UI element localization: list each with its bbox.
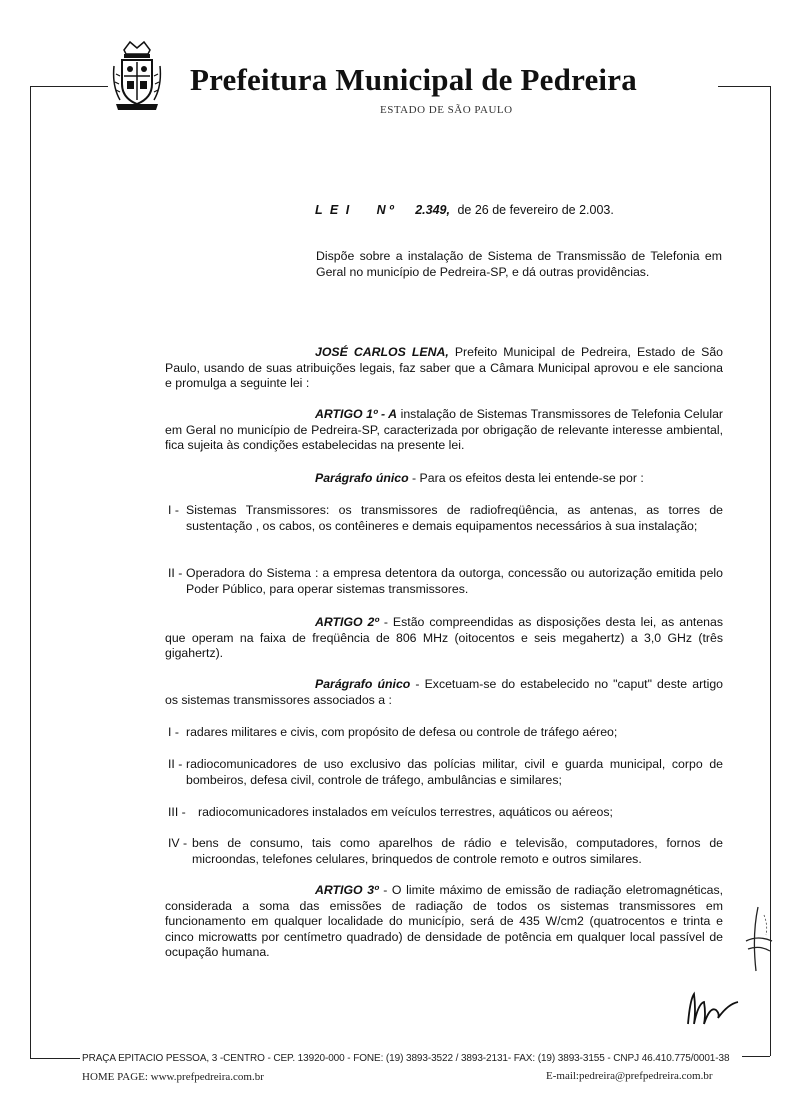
article-1-paragraph-label: Parágrafo único <box>315 471 409 485</box>
coat-of-arms-icon <box>110 40 164 112</box>
state-subtitle: ESTADO DE SÃO PAULO <box>380 104 513 116</box>
law-number: 2.349, <box>415 203 450 217</box>
article-1-text: instalação de Sistemas Transmissores de Telefonia Celular em Geral no município de Pedreira-SP, caracterizada por obrigação de relevante interesse ambiental, fica sujeita às condições estabelecidas na presente lei. <box>165 407 723 452</box>
item-text: Sistemas Transmissores: os transmissores de radiofreqüência, as antenas, as torres de sustentação , os cabos, os contêineres e demais equipamentos necessários à sua instalação; <box>186 503 723 533</box>
mayor-name: JOSÉ CARLOS LENA, <box>315 345 449 359</box>
article-2-paragraph-text: - Excetuam-se do estabelecido no "caput" deste artigo os sistemas transmissores associados a : <box>165 677 723 707</box>
article-3-label: ARTIGO 3º <box>315 883 379 897</box>
article-2-paragraph-label: Parágrafo único <box>315 677 411 691</box>
item-number: I - <box>168 503 179 517</box>
frame-left <box>30 86 31 1058</box>
article-2-label: ARTIGO 2º <box>315 615 379 629</box>
article-2-text: - Estão compreendidas as disposições desta lei, as antenas que operam na faixa de freqüência de 806 MHz (oitocentos e seis megahertz) a 3,0 GHz (três gigahertz). <box>165 615 724 660</box>
item-number: IV - <box>168 836 188 850</box>
frame-bottom-left <box>30 1058 80 1059</box>
item-text: bens de consumo, tais como aparelhos de rádio e televisão, computadores, fornos de microondas, telefones celulares, brinquedos de controle remoto e outros similares. <box>192 836 723 866</box>
item-number: III - <box>168 805 186 819</box>
item-number: I - <box>168 725 179 739</box>
footer-homepage: HOME PAGE: www.prefpedreira.com.br <box>82 1071 264 1083</box>
frame-top-left <box>30 86 108 87</box>
preamble <box>165 345 723 392</box>
article-1-item <box>168 566 723 597</box>
law-date: de 26 de fevereiro de 2.003. <box>457 203 614 217</box>
item-number: II - <box>168 566 183 580</box>
frame-bottom-right <box>742 1056 770 1057</box>
item-text: Operadora do Sistema : a empresa detentora da outorga, concessão ou autorização emitida pelo Poder Público, para operar sistemas transmissores. <box>186 566 723 596</box>
signature-initials <box>738 905 778 975</box>
frame-top-right <box>718 86 770 87</box>
ementa: Dispõe sobre a instalação de Sistema de Transmissão de Telefonia em Geral no município de Pedreira-SP, e dá outras providências. <box>316 249 722 279</box>
item-text: radares militares e civis, com propósito de defesa ou controle de tráfego aéreo; <box>186 725 618 739</box>
article-1-paragraph <box>315 471 725 487</box>
article-2-item <box>168 836 723 867</box>
article-2-item <box>168 725 723 741</box>
law-heading <box>315 203 614 217</box>
page-title: Prefeitura Municipal de Pedreira <box>190 62 637 97</box>
article-1 <box>165 407 723 454</box>
item-text: radiocomunicadores de uso exclusivo das polícias militar, civil e guarda municipal, corpo de bombeiros, defesa civil, controle de tráfego, ambulâncias e similares; <box>186 757 723 787</box>
article-2 <box>165 615 723 662</box>
preamble-text: Prefeito Municipal de Pedreira, Estado de São Paulo, usando de suas atribuições legais, faz saber que a Câmara Municipal aprovou e ele sanciona e promulga a seguinte lei : <box>165 345 723 390</box>
article-2-paragraph <box>165 677 723 708</box>
law-num-label: N º <box>376 203 394 217</box>
article-1-paragraph-text: - Para os efeitos desta lei entende-se por : <box>412 471 644 485</box>
law-lei: L E I <box>315 203 352 217</box>
article-2-item <box>168 805 723 821</box>
item-text: radiocomunicadores instalados em veículos terrestres, aquáticos ou aéreos; <box>198 805 613 819</box>
article-1-item <box>168 503 723 534</box>
article-3 <box>165 883 723 961</box>
item-number: II - <box>168 757 183 771</box>
article-1-label: ARTIGO 1º - A <box>315 407 398 421</box>
footer-email: E-mail:pedreira@prefpedreira.com.br <box>546 1070 713 1082</box>
signature-rubric <box>684 990 740 1030</box>
article-2-item <box>168 757 723 788</box>
footer-address: PRAÇA EPITACIO PESSOA, 3 -CENTRO - CEP. 13920-000 - FONE: (19) 3893-3522 / 3893-2131- FAX: (19) 3893-3155 - CNPJ 46.410.775/0001-38 <box>82 1053 730 1064</box>
article-3-text: - O limite máximo de emissão de radiação eletromagnéticas, considerada a soma das emissões de radiação de todos os sistemas transmissores em funcionamento em qualquer localidade do município, será de 435 W/cm2 (quatrocentos e trinta e cinco microwatts por centímetro quadrado) de densidade de potência em qualquer local passível de ocupação humana. <box>165 883 724 959</box>
